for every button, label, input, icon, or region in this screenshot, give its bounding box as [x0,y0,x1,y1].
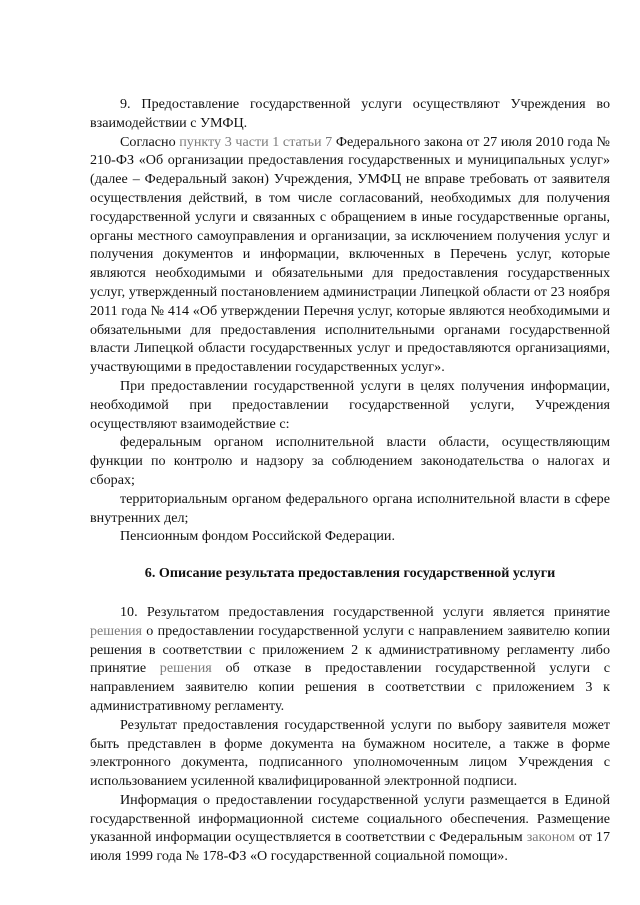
paragraph-text: Федерального закона от 27 июля 2010 года № 210-ФЗ «Об организации предоставления государственных и муниципальных услуг» (далее – Федеральный закон) Учреждения, УМФЦ не вправе требовать от заявителя осуществления действий, в том числе согласований, необходимых для получения государственной услуги и связанных с обращением в иные государственные органы, органы местного самоуправления и организации, за исключением получения услуг и получения документов и информации, включенных в Перечень услуг, которые являются необходимыми и обязательными для предоставления государственных услуг, утвержденный постановлением администрации Липецкой области от 23 ноября 2011 года № 414 «Об утверждении Перечня услуг, которые являются необходимыми и обязательными для предоставления исполнительными органами государственной власти Липецкой области государственных услуг и предоставляются организациями, участвующими в предоставлении государственных услуг». [90,133,610,376]
paragraph-text: Согласно [120,133,180,150]
paragraph-text: от 17 июля 1999 года № 178-ФЗ «О государственной социальной помощи». [90,829,610,865]
paragraph-result-form [90,716,610,791]
paragraph-text: об отказе в предоставлении государственной услуги с направлением заявителю копии решения в соответствии с приложением 3 к административному регламенту. [90,660,610,714]
paragraph-9-text: 9. Предоставление государственной услуги осуществляют Учреждения во взаимодействии с УМФЦ. [90,96,610,131]
paragraph-federal-law [90,133,610,377]
paragraph-interaction [90,377,610,433]
paragraph-text: Информация о предоставлении государственной услуги размещается в Единой государственной информационной системе социального обеспечения. Размещение указанной информации осуществляется в соответствии с Федеральным [90,791,610,846]
paragraph-text: территориальным органом федерального органа исполнительной власти в сфере внутренних дел; [90,490,610,526]
paragraph-9 [90,95,610,133]
list-item-tax-authority [90,433,610,489]
paragraph-text: Пенсионным фондом Российской Федерации. [120,528,395,545]
paragraph-information [90,791,610,866]
list-item-internal-affairs [90,490,610,528]
paragraph-text: о предоставлении государственной услуги с направлением заявителю копии решения в соответствии с приложением 2 к административному регламенту либо принятие [90,622,610,677]
list-item-pension-fund [90,527,610,546]
decision-link[interactable]: решения [90,622,142,639]
paragraph-text: Результат предоставления государственной услуги по выбору заявителя может быть представлен в форме документа на бумажном носителе, а также в форме электронного документа, подписанного уполномоченным лицом Учреждения с использованием усиленной квалифицированной электронной подписи. [90,716,610,790]
paragraph-text: 10. Результатом предоставления государственной услуги является принятие [120,603,610,620]
section-heading: 6. Описание результата предоставления государственной услуги [144,565,556,582]
paragraph-text: При предоставлении государственной услуги в целях получения информации, необходимой при предоставлении государственной услуги, Учреждения осуществляют взаимодействие с: [90,377,610,432]
refusal-decision-link[interactable]: решения [159,660,212,677]
document-page [90,95,610,866]
law-article-link[interactable]: пункту 3 части 1 статьи 7 [179,133,333,150]
paragraph-10 [90,603,610,716]
federal-law-link[interactable]: законом [526,829,575,846]
paragraph-text: федеральным органом исполнительной власти области, осуществляющим функции по контролю и надзору за соблюдением законодательства о налогах и сборах; [90,434,610,488]
